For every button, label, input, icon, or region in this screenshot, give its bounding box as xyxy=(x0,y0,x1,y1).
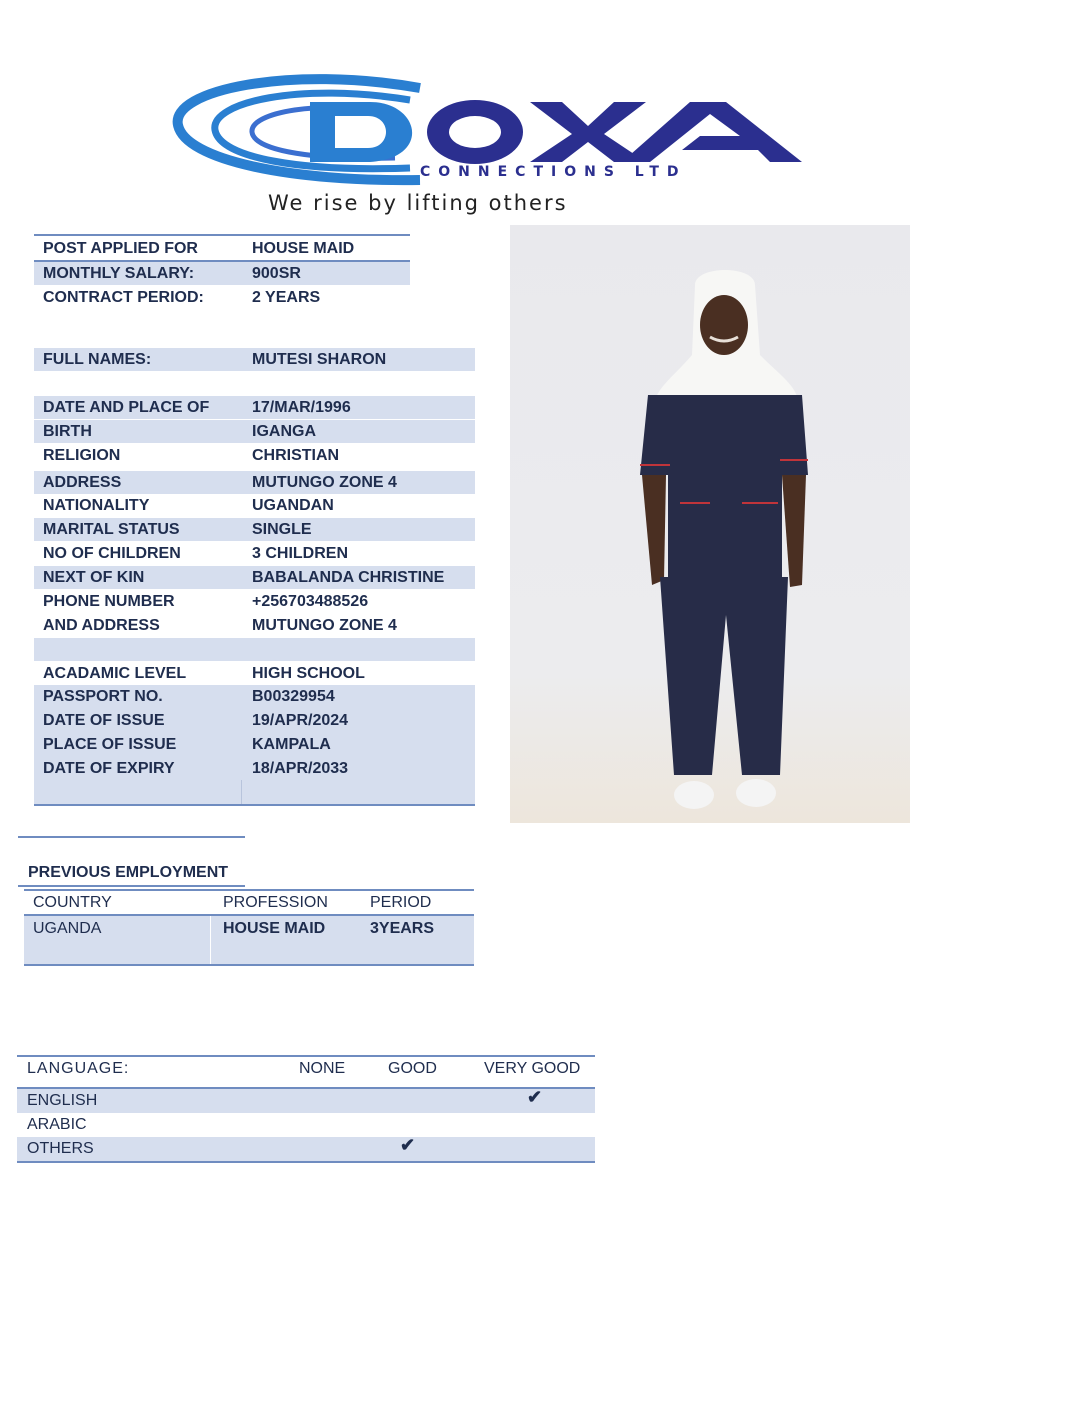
phone-label: PHONE NUMBER xyxy=(43,593,175,610)
expiry-value: 18/APR/2033 xyxy=(252,760,349,777)
academic-label: ACADAMIC LEVEL xyxy=(43,665,187,682)
children-label: NO OF CHILDREN xyxy=(43,545,181,562)
kin-value: BABALANDA CHRISTINE xyxy=(252,569,445,586)
kin-label: NEXT OF KIN xyxy=(43,569,145,586)
section-rule xyxy=(18,885,245,887)
employment-title: PREVIOUS EMPLOYMENT xyxy=(28,864,229,881)
pob-row xyxy=(34,420,475,443)
issue-place-value: KAMPALA xyxy=(252,736,331,753)
level-none-header: NONE xyxy=(299,1060,346,1077)
children-row xyxy=(34,542,475,565)
phone-row xyxy=(34,590,475,613)
religion-label: RELIGION xyxy=(43,447,121,464)
passport-value: B00329954 xyxy=(252,688,335,705)
salary-label: MONTHLY SALARY: xyxy=(43,265,195,282)
nationality-row xyxy=(34,494,475,517)
kin-address-value: MUTUNGO ZONE 4 xyxy=(252,617,397,634)
address-label: ADDRESS xyxy=(43,474,122,491)
post-row xyxy=(34,237,410,260)
salary-row xyxy=(34,262,410,285)
employment-period: 3YEARS xyxy=(370,920,435,937)
phone-value: +256703488526 xyxy=(252,593,369,610)
language-row xyxy=(17,1137,595,1161)
kin-address-label: AND ADDRESS xyxy=(43,617,160,634)
issue-date-value: 19/APR/2024 xyxy=(252,712,349,729)
post-label: POST APPLIED FOR xyxy=(43,240,198,257)
contract-row xyxy=(34,286,410,309)
table-rule xyxy=(24,889,474,891)
dob-value: 17/MAR/1996 xyxy=(252,399,351,416)
contract-label: CONTRACT PERIOD: xyxy=(43,289,204,306)
level-very-good-header: VERY GOOD xyxy=(484,1060,581,1077)
full-names-value: MUTESI SHARON xyxy=(252,351,387,368)
column-divider xyxy=(210,916,211,964)
pob-value: IGANGA xyxy=(252,423,316,440)
language-name: OTHERS xyxy=(27,1140,94,1157)
logo-tagline: We rise by lifting others xyxy=(268,191,568,215)
salary-value: 900SR xyxy=(252,265,301,282)
dob-row xyxy=(34,396,475,419)
children-value: 3 CHILDREN xyxy=(252,545,349,562)
contract-value: 2 YEARS xyxy=(252,289,321,306)
address-value: MUTUNGO ZONE 4 xyxy=(252,474,397,491)
full-names-row xyxy=(34,348,475,371)
spacer-row xyxy=(34,638,475,661)
company-logo xyxy=(170,70,810,220)
marital-label: MARITAL STATUS xyxy=(43,521,180,538)
employment-header-period: PERIOD xyxy=(370,894,432,911)
nationality-value: UGANDAN xyxy=(252,497,334,514)
kin-address-row xyxy=(34,614,475,637)
section-rule xyxy=(18,836,245,838)
table-rule xyxy=(17,1055,595,1057)
passport-block xyxy=(34,685,475,805)
dob-label: DATE AND PLACE OF xyxy=(43,399,210,416)
level-good-header: GOOD xyxy=(388,1060,437,1077)
religion-row xyxy=(34,444,475,467)
table-rule xyxy=(34,234,410,236)
pob-label: BIRTH xyxy=(43,423,92,440)
language-row xyxy=(17,1113,595,1137)
candidate-photo xyxy=(510,225,910,823)
academic-value: HIGH SCHOOL xyxy=(252,665,365,682)
employment-row xyxy=(24,916,474,964)
post-value: HOUSE MAID xyxy=(252,240,355,257)
language-name: ARABIC xyxy=(27,1116,87,1133)
kin-row xyxy=(34,566,475,589)
check-icon: ✔ xyxy=(400,1135,416,1155)
issue-place-label: PLACE OF ISSUE xyxy=(43,736,177,753)
table-rule xyxy=(34,804,475,806)
passport-label: PASSPORT NO. xyxy=(43,688,163,705)
expiry-label: DATE OF EXPIRY xyxy=(43,760,175,777)
issue-date-label: DATE OF ISSUE xyxy=(43,712,165,729)
check-icon: ✔ xyxy=(527,1087,543,1107)
employment-profession: HOUSE MAID xyxy=(223,920,326,937)
table-rule xyxy=(24,964,474,966)
religion-value: CHRISTIAN xyxy=(252,447,340,464)
employment-country: UGANDA xyxy=(33,920,102,937)
table-rule xyxy=(17,1161,595,1163)
language-header: LANGUAGE: xyxy=(27,1060,130,1077)
column-divider xyxy=(241,780,242,804)
employment-header-country: COUNTRY xyxy=(33,894,112,911)
full-names-label: FULL NAMES: xyxy=(43,351,152,368)
language-name: ENGLISH xyxy=(27,1092,98,1109)
marital-row xyxy=(34,518,475,541)
address-row xyxy=(34,471,475,494)
logo-subtitle: CONNECTIONS LTD xyxy=(420,164,687,180)
marital-value: SINGLE xyxy=(252,521,312,538)
employment-header-profession: PROFESSION xyxy=(223,894,328,911)
academic-row xyxy=(34,662,475,685)
language-row xyxy=(17,1089,595,1113)
nationality-label: NATIONALITY xyxy=(43,497,150,514)
